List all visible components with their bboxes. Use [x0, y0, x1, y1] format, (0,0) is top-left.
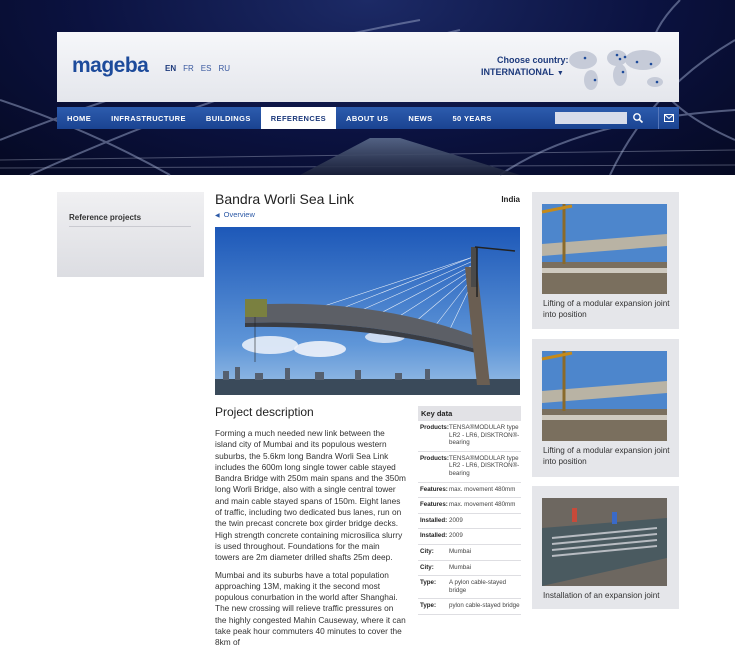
- sidebar-title[interactable]: Reference projects: [69, 213, 142, 222]
- gallery-photo[interactable]: [542, 351, 667, 441]
- gallery-caption: Installation of an expansion joint: [543, 591, 660, 600]
- key-data-value: max. movement 480mm: [449, 485, 516, 493]
- description-paragraph: Forming a much needed new link between the island city of Mumbai and its populous western suburbs, the 5.6km long Bandra Worli Sea Link includes the 600m long single tower cable stayed Bandra Bridge with 250m main spans and the 350m long Worli Bridge, also with a single central tower and main cable stayed spans of 150m. Eight lanes of traffic, including two dedicated bus lanes, run on the twin precast concrete box girder bridge decks. High strength concrete containing microsilica slurry is used throughout. Foundations for the main towers are 2m diameter drilled shafts 25m deep.: [215, 428, 406, 563]
- project-description: [215, 428, 406, 648]
- language-switcher: [165, 64, 230, 73]
- lang-ru[interactable]: RU: [218, 64, 231, 73]
- key-data-value: Mumbai: [449, 547, 472, 555]
- nav-50-years[interactable]: 50 YEARS: [452, 113, 492, 123]
- key-data-key: Features:: [420, 485, 448, 493]
- nav-infrastructure[interactable]: INFRASTRUCTURE: [111, 113, 186, 123]
- key-data-key: Features:: [420, 501, 448, 509]
- description-paragraph: Mumbai and its suburbs have a total population approaching 13M, making it the second most populous conurbation in the world after Shanghai. The new crossing will relieve traffic pressures on the highly congested Mahin Causeway, where it can take peak hour commuters 40 minutes to cover the 8km of: [215, 569, 406, 648]
- country-selector[interactable]: [481, 67, 564, 77]
- lang-en[interactable]: EN: [165, 64, 177, 73]
- key-data-table: [418, 406, 521, 615]
- project-description-title: Project description: [215, 405, 314, 419]
- world-map-icon[interactable]: [565, 42, 669, 94]
- mageba-logo[interactable]: mageba: [72, 54, 149, 77]
- bridge-photo: [215, 227, 520, 395]
- lang-fr[interactable]: FR: [183, 64, 194, 73]
- gallery-card[interactable]: [532, 339, 679, 477]
- key-data-row: [418, 576, 521, 599]
- key-data-key: Products:: [420, 424, 449, 431]
- key-data-key: Installed:: [420, 532, 448, 540]
- nav-references[interactable]: REFERENCES: [261, 107, 336, 129]
- key-data-key: City:: [420, 547, 434, 555]
- key-data-value: pylon cable-stayed bridge: [449, 602, 520, 610]
- key-data-row: [418, 599, 521, 615]
- chevron-down-icon: ▼: [556, 70, 564, 77]
- country-value: INTERNATIONAL: [481, 67, 554, 77]
- search-input[interactable]: [555, 112, 627, 124]
- key-data-row: [418, 529, 521, 545]
- key-data-value: A pylon cable-stayed bridge: [449, 579, 507, 594]
- key-data-row: [418, 545, 521, 561]
- search-icon[interactable]: [632, 111, 644, 125]
- key-data-row: [418, 561, 521, 577]
- key-data-value: Mumbai: [449, 563, 472, 571]
- key-data-value: 2009: [449, 532, 463, 540]
- gallery-photo[interactable]: [542, 204, 667, 294]
- page-title: Bandra Worli Sea Link: [215, 191, 355, 207]
- gallery-caption: Lifting of a modular expansion joint into position: [543, 299, 670, 319]
- gallery-card[interactable]: [532, 192, 679, 329]
- key-data-value: TENSA®MODULAR type LR2 - LR6, DISKTRON®-bearing: [449, 454, 520, 477]
- key-data-key: Products:: [420, 454, 449, 462]
- nav-news[interactable]: NEWS: [408, 113, 433, 123]
- key-data-value: 2009: [449, 516, 463, 524]
- key-data-key: City:: [420, 563, 434, 571]
- sidebar: [57, 192, 204, 277]
- overview-link[interactable]: [215, 210, 255, 219]
- key-data-value: TENSA®MODULAR type LR2 - LR6, DISKTRON®-bearing: [449, 424, 520, 447]
- key-data-row: [418, 514, 521, 530]
- key-data-row: [418, 452, 521, 483]
- nav-buildings[interactable]: BUILDINGS: [205, 113, 251, 123]
- chevron-left-icon: ◀: [215, 213, 220, 219]
- main-nav: [57, 107, 679, 129]
- key-data-row: [418, 421, 521, 452]
- gallery-card[interactable]: [532, 486, 679, 609]
- nav-about-us[interactable]: ABOUT US: [346, 113, 389, 123]
- gallery-caption: Lifting of a modular expansion joint into position: [543, 446, 670, 466]
- key-data-row: [418, 483, 521, 499]
- mail-icon[interactable]: [658, 107, 679, 129]
- key-data-key: Type:: [420, 579, 437, 587]
- lang-es[interactable]: ES: [200, 64, 212, 73]
- gallery-photo[interactable]: [542, 498, 667, 586]
- sidebar-divider: [69, 226, 191, 227]
- key-data-key: Type:: [420, 602, 437, 610]
- nav-home[interactable]: HOME: [67, 113, 92, 123]
- site-header: [57, 32, 679, 102]
- key-data-value: max. movement 480mm: [449, 501, 516, 509]
- overview-link-label: Overview: [223, 210, 255, 219]
- project-country: India: [501, 195, 520, 204]
- key-data-heading: Key data: [418, 406, 521, 421]
- key-data-key: Installed:: [420, 516, 448, 524]
- key-data-row: [418, 498, 521, 514]
- choose-country-label: Choose country:: [497, 55, 569, 65]
